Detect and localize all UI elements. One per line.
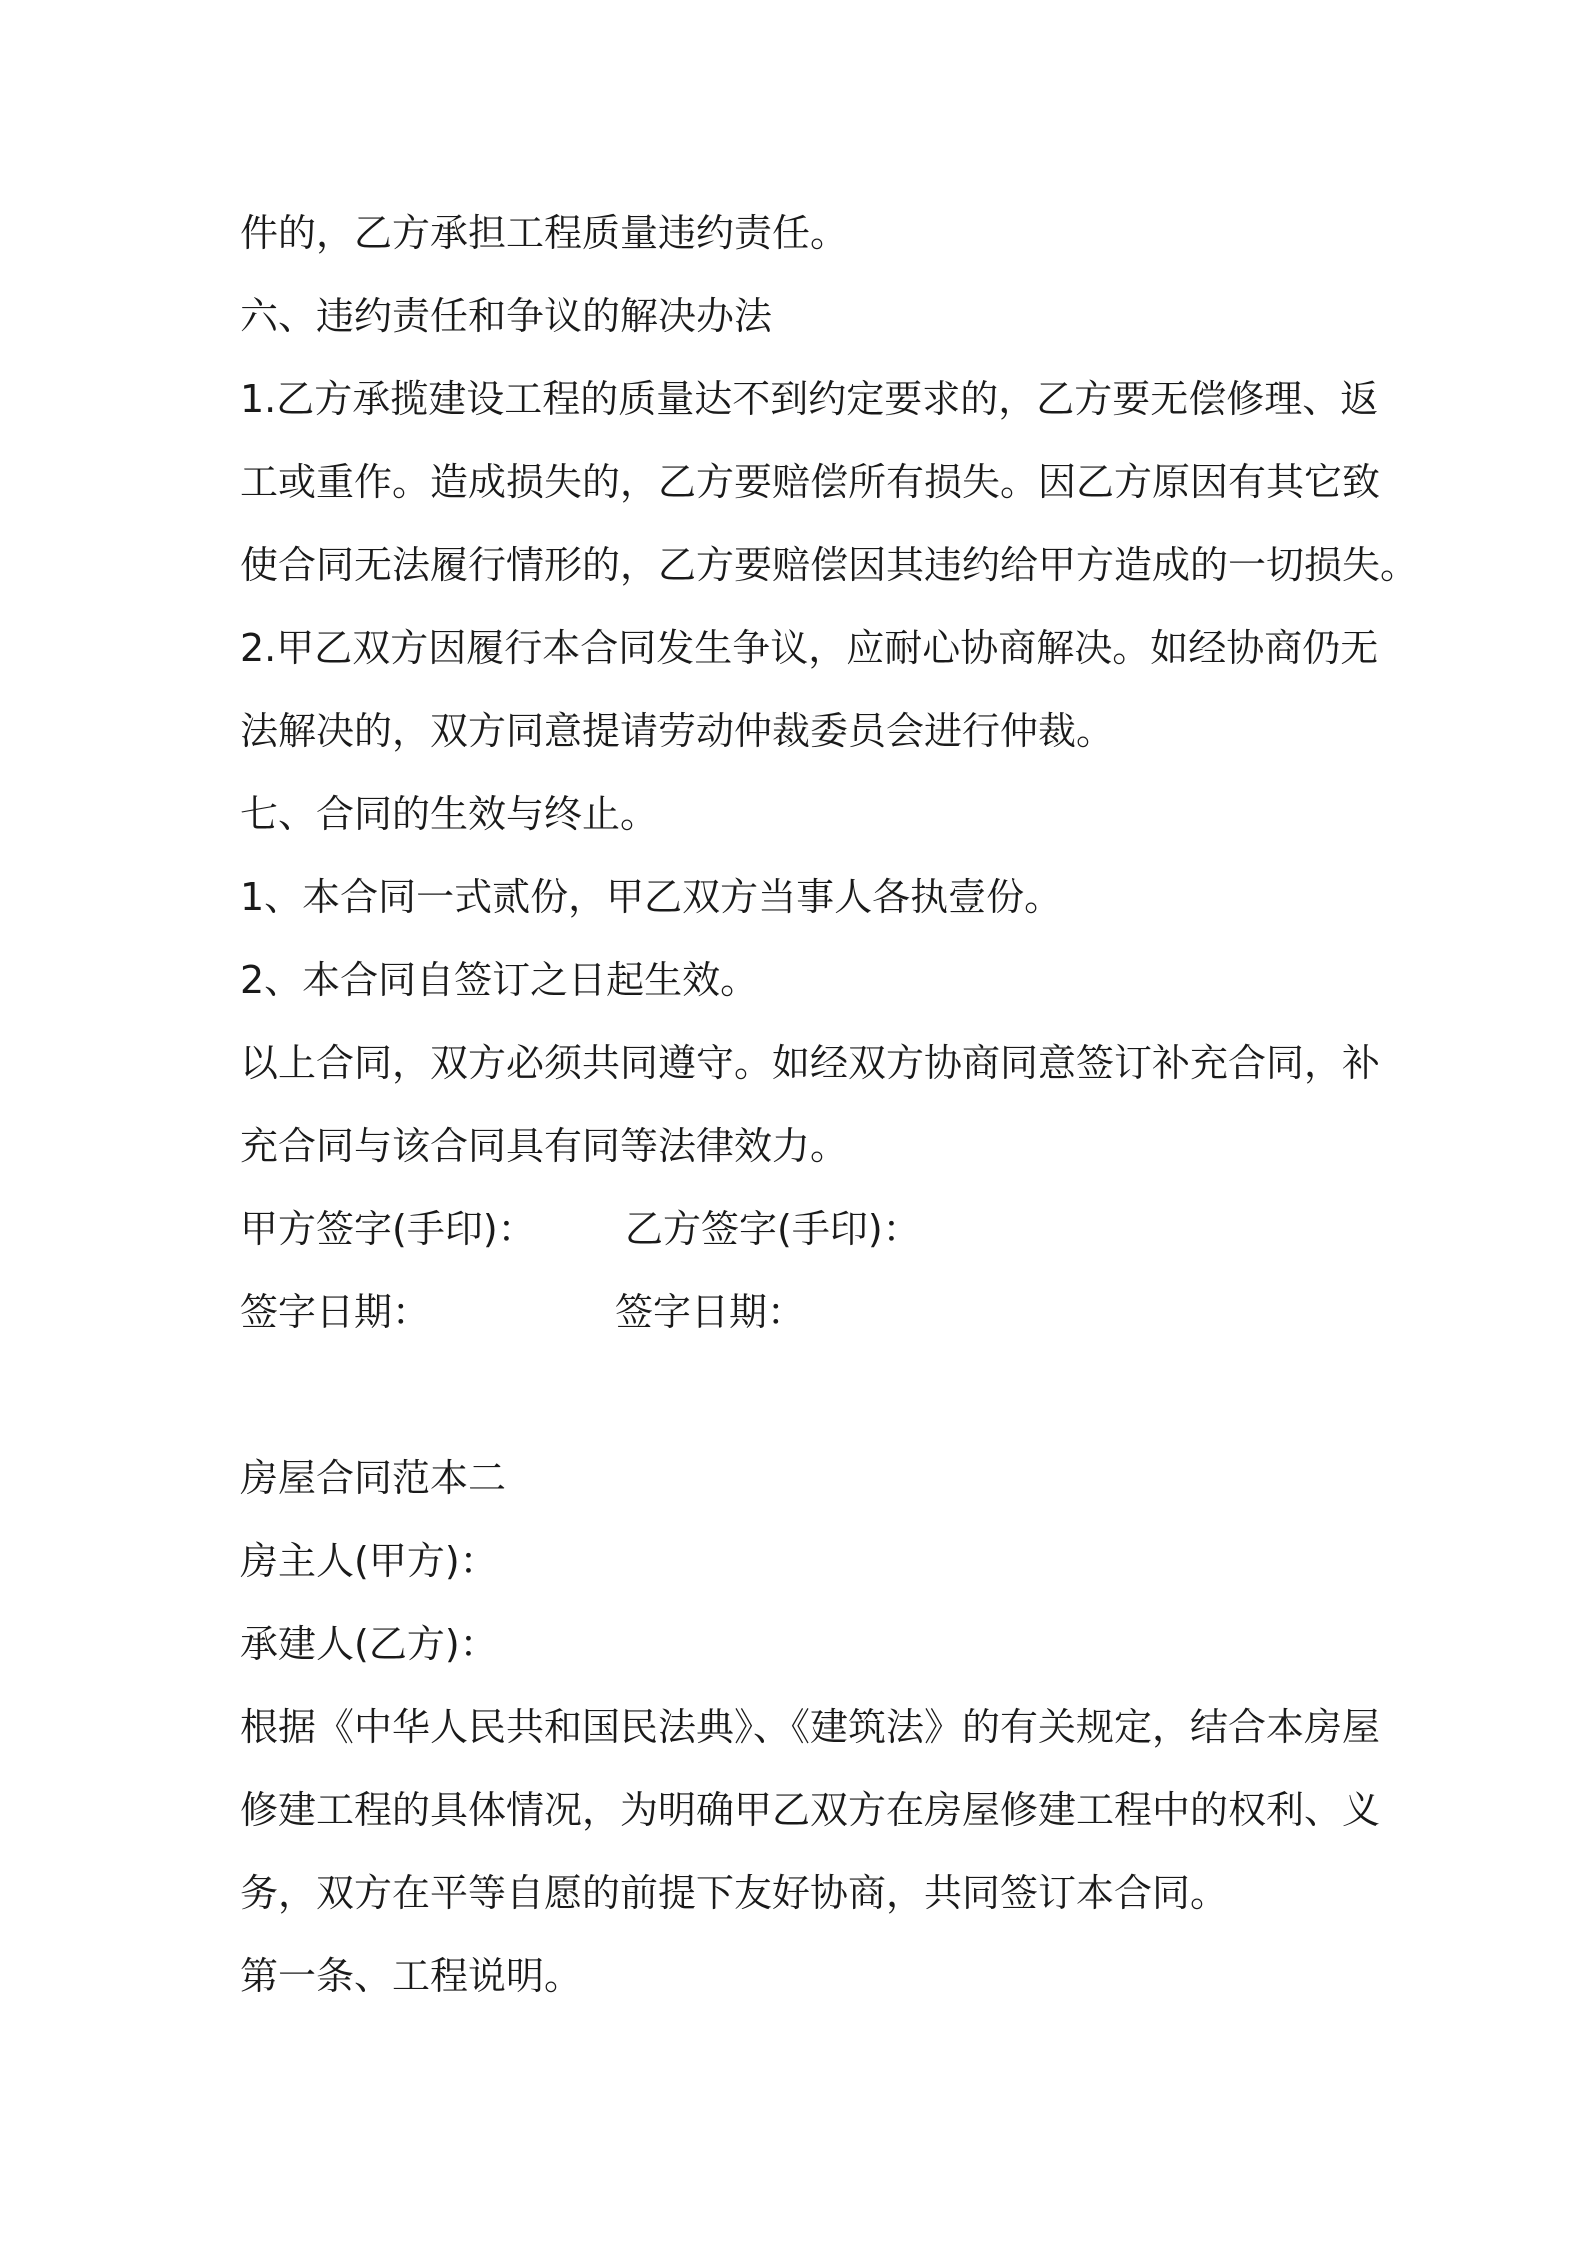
party-b-date-label: 签字日期： bbox=[615, 1290, 806, 1334]
party-a-field-label: 房主人(甲方)： bbox=[240, 1539, 498, 1583]
paragraph-line: 修建工程的具体情况，为明确甲乙双方在房屋修建工程中的权利、义 bbox=[240, 1788, 1381, 1832]
blank-line bbox=[240, 1354, 1370, 1437]
party-b-signature-label: 乙方签字(手印)： bbox=[625, 1207, 921, 1251]
paragraph-line: 使合同无法履行情形的，乙方要赔偿因其违约给甲方造成的一切损失。 bbox=[240, 543, 1419, 587]
signature-date-row bbox=[240, 1271, 1370, 1354]
paragraph-line: 件的，乙方承担工程质量违约责任。 bbox=[240, 211, 849, 255]
paragraph-line: 充合同与该合同具有同等法律效力。 bbox=[240, 1124, 849, 1168]
paragraph-line: 务，双方在平等自愿的前提下友好协商，共同签订本合同。 bbox=[240, 1871, 1229, 1915]
document-body bbox=[240, 192, 1419, 2018]
paragraph-line: 法解决的，双方同意提请劳动仲裁委员会进行仲裁。 bbox=[240, 709, 1115, 753]
party-a-signature-label: 甲方签字(手印)： bbox=[240, 1207, 536, 1251]
signature-row bbox=[240, 1188, 1370, 1271]
paragraph-line: 1.乙方承揽建设工程的质量达不到约定要求的，乙方要无偿修理、返 bbox=[240, 377, 1379, 421]
paragraph-line: 2.甲乙双方因履行本合同发生争议，应耐心协商解决。如经协商仍无 bbox=[240, 626, 1379, 670]
section-heading: 七、合同的生效与终止。 bbox=[240, 792, 659, 836]
paragraph-line: 1、本合同一式贰份，甲乙双方当事人各执壹份。 bbox=[240, 875, 1063, 919]
section-heading: 六、违约责任和争议的解决办法 bbox=[240, 294, 773, 338]
section-title: 房屋合同范本二 bbox=[240, 1456, 507, 1500]
paragraph-line: 根据《中华人民共和国民法典》、《建筑法》的有关规定，结合本房屋 bbox=[240, 1705, 1381, 1749]
paragraph-line: 工或重作。造成损失的，乙方要赔偿所有损失。因乙方原因有其它致 bbox=[240, 460, 1381, 504]
paragraph-line: 以上合同，双方必须共同遵守。如经双方协商同意签订补充合同，补 bbox=[240, 1041, 1381, 1085]
party-a-date-label: 签字日期： bbox=[240, 1290, 431, 1334]
paragraph-line: 2、本合同自签订之日起生效。 bbox=[240, 958, 759, 1002]
party-b-field-label: 承建人(乙方)： bbox=[240, 1622, 498, 1666]
article-heading: 第一条、工程说明。 bbox=[240, 1954, 583, 1998]
